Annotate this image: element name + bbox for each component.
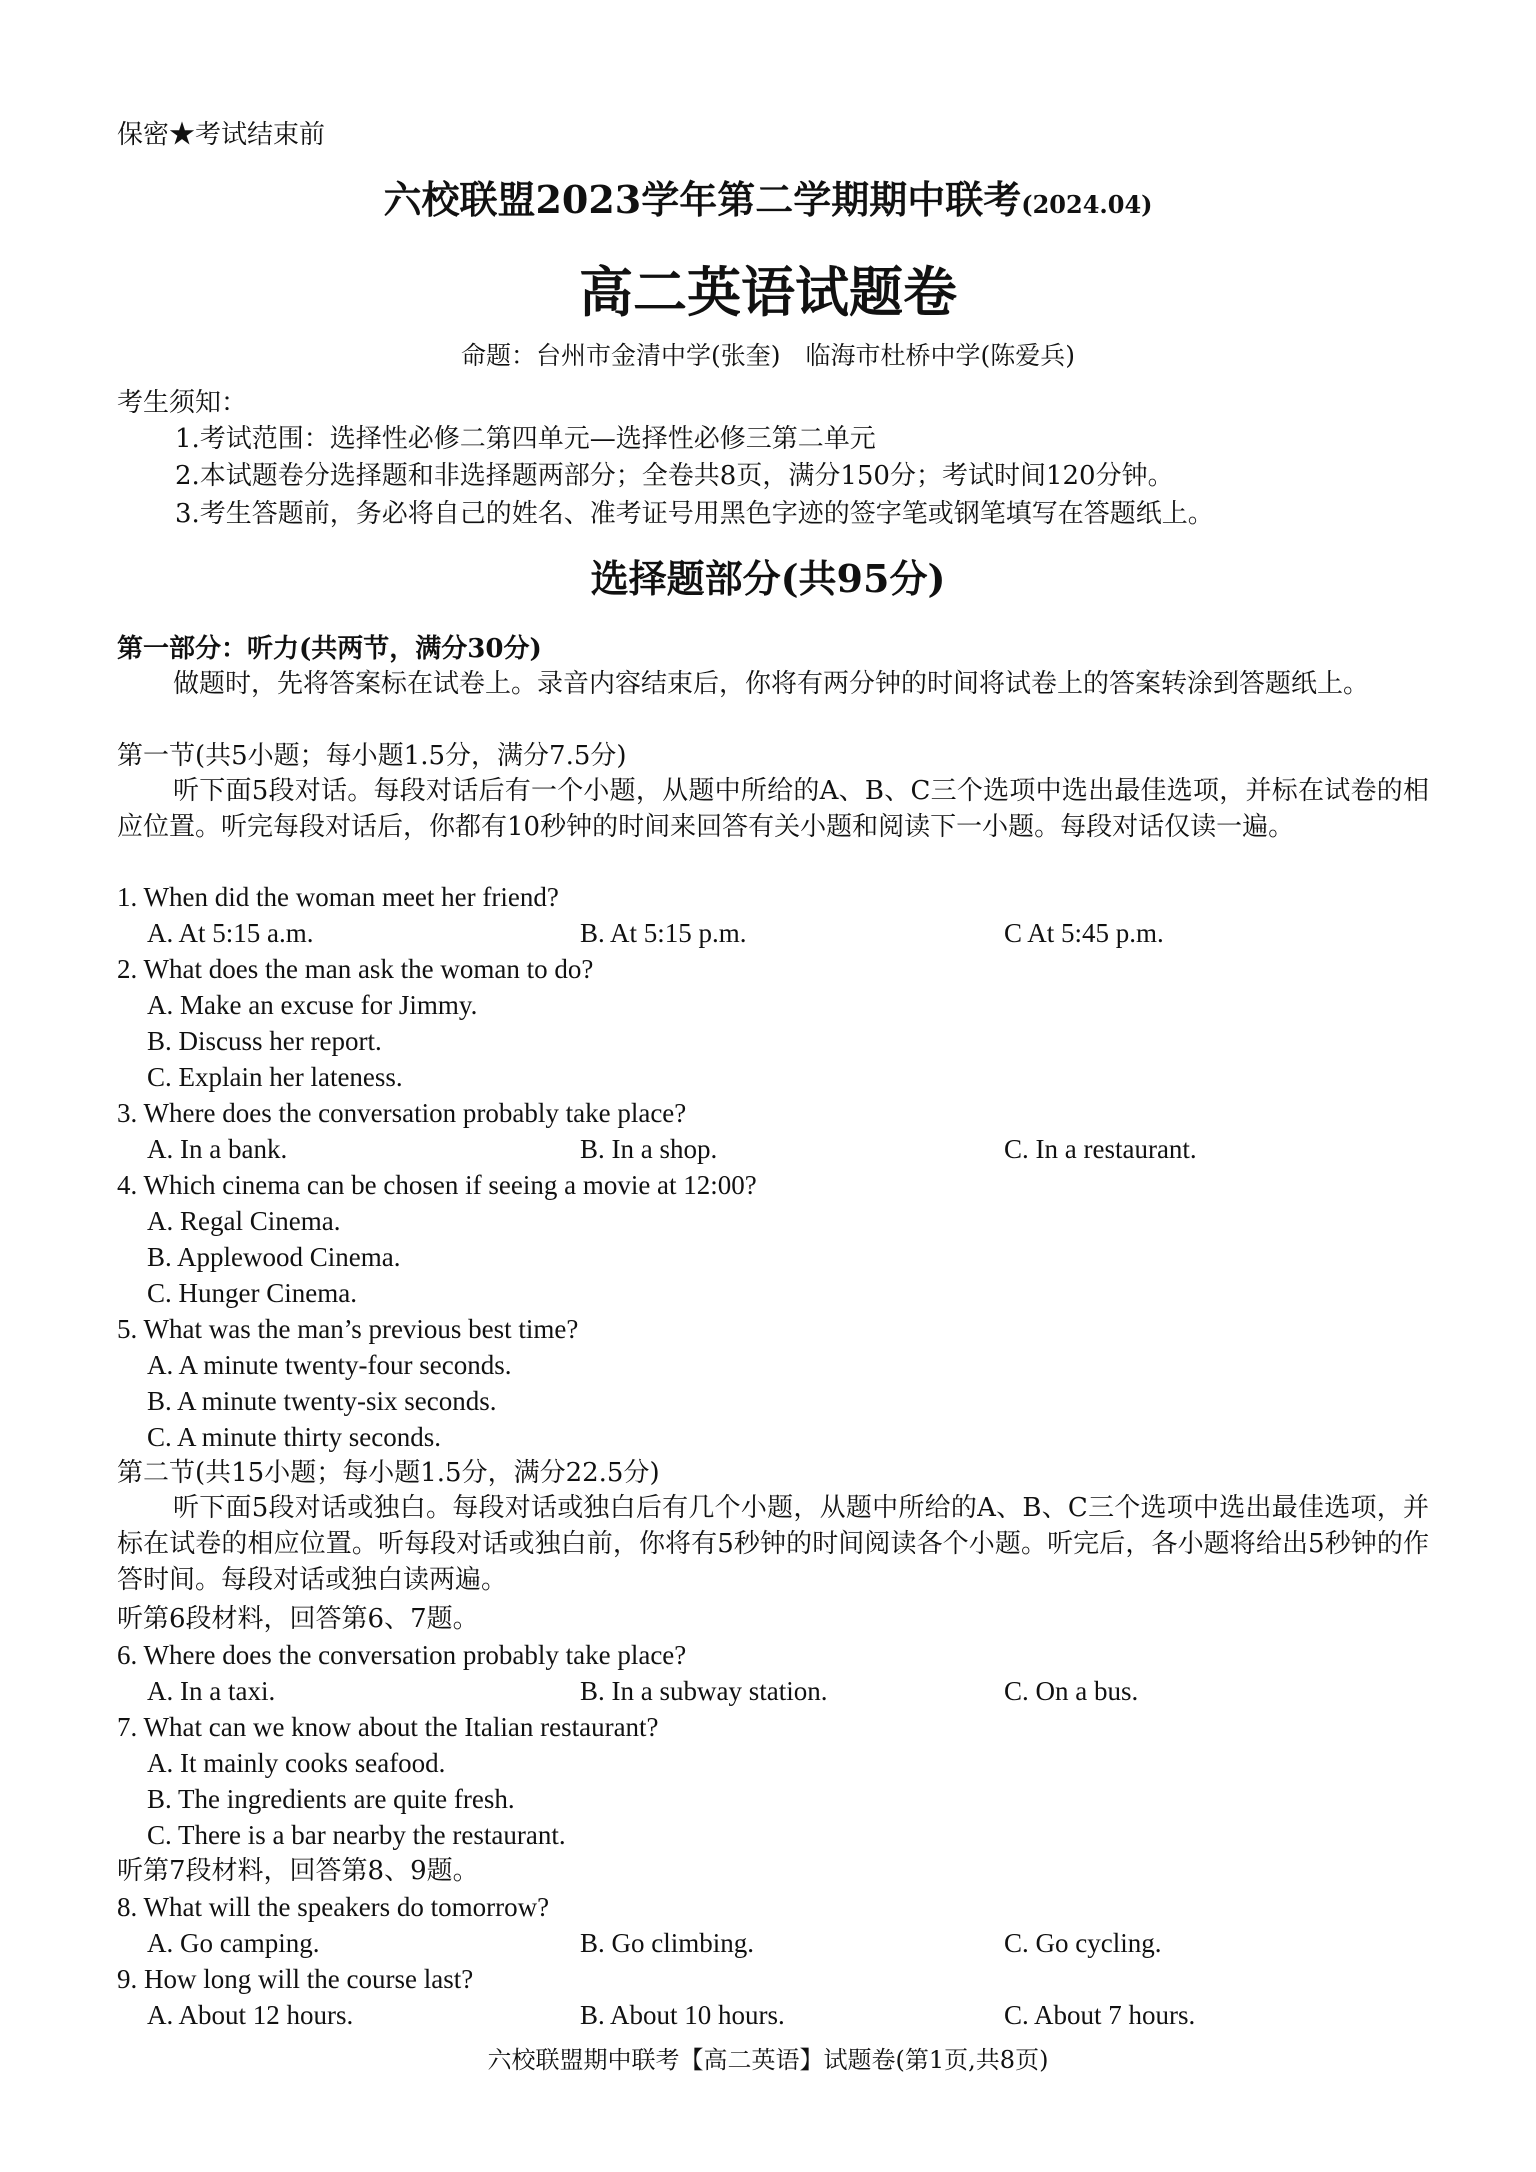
sec1-intro: 听下面5段对话。每段对话后有一个小题，从题中所给的A、B、C三个选项中选出最佳选项，并标在试卷的相应位置。听完每段对话后，你都有10秒钟的时间来回答有关小题和阅读下一小题。每段对话仅读一遍。 [117, 776, 1429, 842]
exam-title-text: 六校联盟2023学年第二学期期中联考 [383, 177, 1022, 222]
q1-option-b: B. At 5:15 p.m. [580, 918, 747, 948]
part1-heading [117, 632, 542, 666]
q1-option-c: C At 5:45 p.m. [1004, 918, 1164, 948]
question-8: 8. What will the speakers do tomorrow? [117, 1892, 550, 1922]
q7-option-a: A. It mainly cooks seafood. [147, 1748, 446, 1778]
question-7: 7. What can we know about the Italian restaurant? [117, 1712, 659, 1742]
part1-heading-text: 第一部分：听力(共两节，满分30分) [117, 634, 542, 664]
q3-option-b: B. In a shop. [580, 1134, 718, 1164]
q5-option-b: B. A minute twenty-six seconds. [147, 1386, 497, 1416]
sec2-heading: 第二节(共15小题；每小题1.5分，满分22.5分) [117, 1458, 660, 1488]
q8-option-a: A. Go camping. [147, 1928, 320, 1958]
q1-option-a: A. At 5:15 a.m. [147, 918, 314, 948]
q7-option-c: C. There is a bar nearby the restaurant. [147, 1820, 566, 1850]
q4-option-c: C. Hunger Cinema. [147, 1278, 357, 1308]
question-9: 9. How long will the course last? [117, 1964, 474, 1994]
q4-option-b: B. Applewood Cinema. [147, 1242, 401, 1272]
q2-option-a: A. Make an excuse for Jimmy. [147, 990, 478, 1020]
notice-item-1: 1.考试范围：选择性必修二第四单元—选择性必修三第二单元 [175, 424, 876, 454]
question-5: 5. What was the man’s previous best time? [117, 1314, 579, 1344]
notice-item-3: 3.考生答题前，务必将自己的姓名、准考证号用黑色字迹的签字笔或钢笔填写在答题纸上。 [175, 499, 1214, 529]
authors-line: 命题：台州市金清中学(张奎) 临海市杜桥中学(陈爱兵) [460, 341, 1076, 370]
sec1-heading: 第一节(共5小题；每小题1.5分，满分7.5分) [117, 741, 627, 771]
part1-intro: 做题时，先将答案标在试卷上。录音内容结束后，你将有两分钟的时间将试卷上的答案转涂到答题纸上。 [173, 669, 1370, 699]
q3-option-c: C. In a restaurant. [1004, 1134, 1197, 1164]
question-3: 3. Where does the conversation probably take place? [117, 1098, 687, 1128]
q2-option-b: B. Discuss her report. [147, 1026, 382, 1056]
exam-date: (2024.04) [1021, 190, 1153, 219]
q5-option-a: A. A minute twenty-four seconds. [147, 1350, 512, 1380]
q8-option-b: B. Go climbing. [580, 1928, 754, 1958]
material-6-label: 听第6段材料，回答第6、7题。 [117, 1604, 479, 1634]
section-title: 选择题部分(共95分) [590, 556, 946, 601]
question-6: 6. Where does the conversation probably take place? [117, 1640, 687, 1670]
q9-option-a: A. About 12 hours. [147, 2000, 354, 2030]
notice-heading: 考生须知： [117, 388, 248, 418]
notice-item-2: 2.本试题卷分选择题和非选择题两部分；全卷共8页，满分150分；考试时间120分钟。 [175, 461, 1174, 491]
q3-option-a: A. In a bank. [147, 1134, 288, 1164]
q6-option-c: C. On a bus. [1004, 1676, 1139, 1706]
q2-option-c: C. Explain her lateness. [147, 1062, 403, 1092]
q4-option-a: A. Regal Cinema. [147, 1206, 341, 1236]
question-1: 1. When did the woman meet her friend? [117, 882, 559, 912]
question-2: 2. What does the man ask the woman to do? [117, 954, 594, 984]
page-footer: 六校联盟期中联考【高二英语】试题卷(第1页,共8页) [487, 2046, 1049, 2074]
q7-option-b: B. The ingredients are quite fresh. [147, 1784, 515, 1814]
exam-title [0, 176, 1536, 229]
question-4: 4. Which cinema can be chosen if seeing a movie at 12:00? [117, 1170, 757, 1200]
q9-option-b: B. About 10 hours. [580, 2000, 785, 2030]
material-7-label: 听第7段材料，回答第8、9题。 [117, 1856, 479, 1886]
q8-option-c: C. Go cycling. [1004, 1928, 1162, 1958]
q9-option-c: C. About 7 hours. [1004, 2000, 1196, 2030]
confidential-label: 保密★考试结束前 [117, 120, 326, 150]
paper-title: 高二英语试题卷 [579, 260, 957, 324]
q6-option-a: A. In a taxi. [147, 1676, 276, 1706]
sec2-intro: 听下面5段对话或独白。每段对话或独白后有几个小题，从题中所给的A、B、C三个选项中选出最佳选项，并标在试卷的相应位置。听每段对话或独白前，你将有5秒钟的时间阅读各个小题。听完后，各小题将给出5秒钟的作答时间。每段对话或独白读两遍。 [117, 1493, 1429, 1595]
q6-option-b: B. In a subway station. [580, 1676, 828, 1706]
q5-option-c: C. A minute thirty seconds. [147, 1422, 441, 1452]
